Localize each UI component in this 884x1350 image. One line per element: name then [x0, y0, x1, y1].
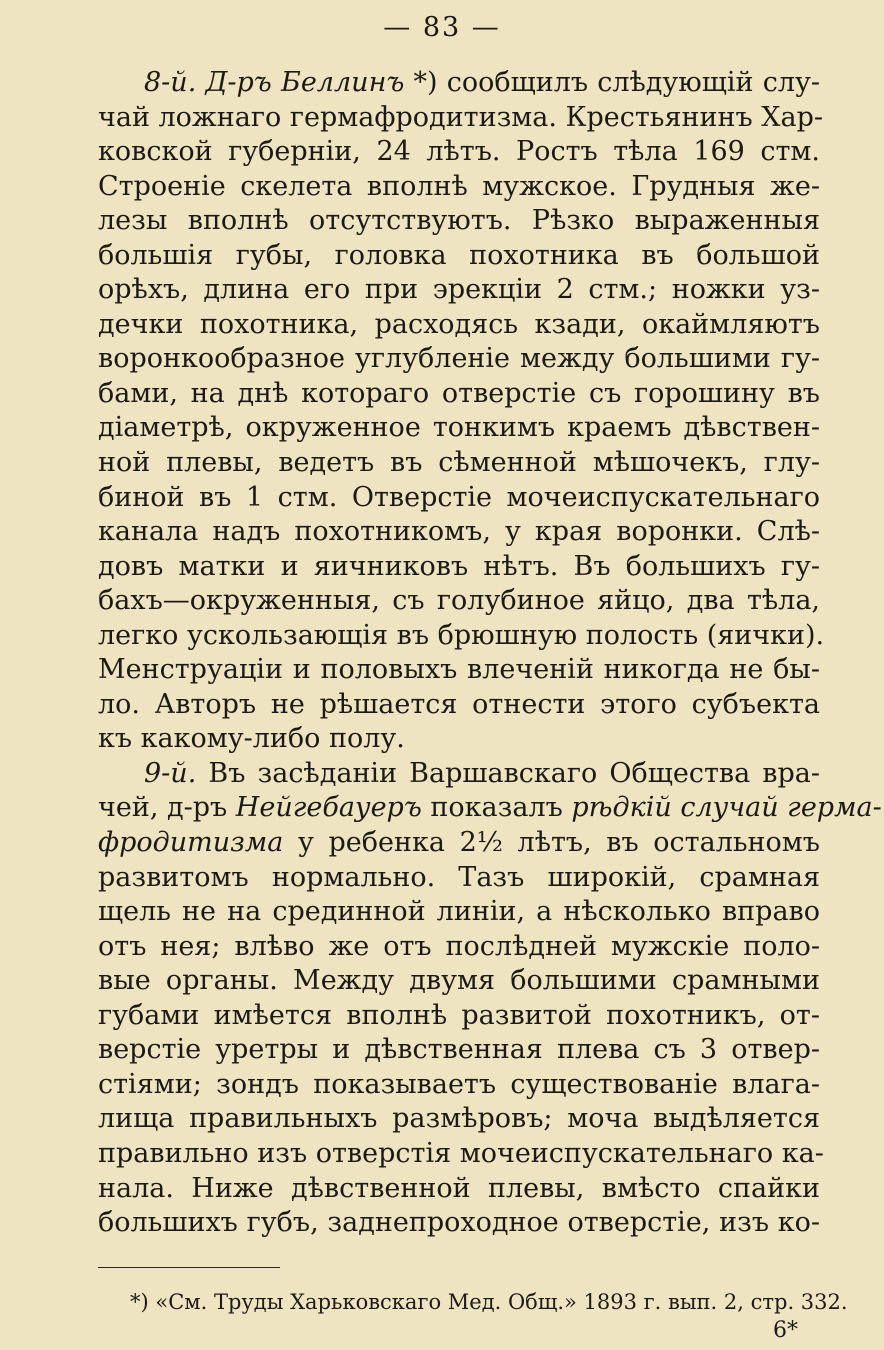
text-segment: Строеніе скелета вполнѣ мужское. Грудныя же-	[98, 170, 820, 202]
text-segment: воронкообразное углубленіе между большими гу-	[98, 343, 820, 375]
text-line	[98, 550, 820, 585]
text-line	[98, 757, 820, 792]
text-line	[98, 342, 820, 377]
text-line	[98, 308, 820, 343]
text-segment: канала надъ похотникомъ, у края воронки. Слѣ-	[98, 516, 820, 548]
text-line	[98, 584, 820, 619]
text-segment: лезы вполнѣ отсутствуютъ. Рѣзко выраженныя	[98, 205, 820, 237]
italic-text: Нейгебауеръ	[235, 792, 422, 824]
text-segment: большихъ губъ, заднепроходное отверстіе, изъ ко-	[98, 1207, 820, 1239]
text-line	[98, 377, 820, 412]
text-line	[98, 101, 823, 136]
footnote: *) «См. Труды Харьковскаго Мед. Общ.» 1893 г. вып. 2, стр. 332.	[130, 1290, 848, 1314]
text-segment: верстіе уретры и дѣвственная плева съ 3 отвер-	[98, 1034, 820, 1066]
italic-text: Д-ръ Беллинъ	[205, 67, 405, 98]
text-line	[98, 239, 820, 274]
text-line	[98, 446, 820, 481]
text-line	[98, 135, 820, 170]
text-segment: чай ложнаго гермафродитизма. Крестьянинъ Хар-	[98, 101, 823, 133]
text-line	[98, 273, 820, 308]
text-segment: развитомъ нормально. Тазъ широкій, срамная	[98, 861, 820, 893]
text-line	[98, 722, 820, 757]
text-segment: вые органы. Между двумя большими срамными	[98, 965, 820, 997]
text-segment: биной въ 1 стм. Отверстіе мочеиспускательнаго	[98, 481, 820, 513]
text-segment: у ребенка 2½ лѣтъ, въ остальномъ	[283, 827, 820, 859]
text-line	[98, 1137, 824, 1172]
text-line	[98, 619, 825, 654]
text-segment: Менструаціи и половыхъ влеченій никогда не бы-	[98, 654, 820, 686]
text-segment: показалъ	[421, 792, 572, 824]
text-line	[98, 1068, 820, 1103]
text-line	[98, 653, 820, 688]
text-line	[98, 204, 820, 239]
italic-text: фродитизма	[98, 827, 284, 859]
text-line	[98, 895, 820, 930]
text-line	[98, 861, 820, 896]
text-segment: діаметрѣ, окруженное тонкимъ краемъ дѣвствен-	[98, 412, 820, 444]
text-line	[98, 411, 820, 446]
text-segment: отъ нея; влѣво же отъ послѣдней мужскіе поло-	[98, 930, 820, 962]
text-line	[98, 964, 820, 999]
text-segment: бами, на днѣ котораго отверстіе съ горошину въ	[98, 377, 820, 409]
text-line	[98, 170, 820, 205]
text-segment: Въ засѣданіи Варшавскаго Общества вра-	[196, 757, 820, 789]
printer-signature: 6*	[773, 1318, 798, 1343]
text-line	[98, 999, 820, 1034]
text-segment: чей, д-ръ	[98, 792, 236, 824]
page-number: — 83 —	[383, 12, 501, 43]
text-segment: нала. Ниже дѣвственной плевы, вмѣсто спайки	[98, 1172, 820, 1204]
text-segment: довъ матки и яичниковъ нѣтъ. Въ большихъ гу-	[98, 550, 820, 582]
text-line	[98, 66, 820, 101]
text-segment: щель не на срединной линіи, а нѣсколько вправо	[98, 896, 820, 928]
text-segment: стіями; зондъ показываетъ существованіе влага-	[98, 1068, 820, 1100]
footnote-rule	[98, 1267, 280, 1268]
text-segment: *) сообщилъ слѣдующій слу-	[404, 67, 820, 98]
text-segment: легко ускользающія въ брюшную полость (яички).	[98, 619, 825, 651]
text-line	[98, 481, 820, 516]
text-segment: бахъ—окруженныя, съ голубиное яйцо, два тѣла,	[98, 585, 820, 617]
text-segment: лища правильныхъ размѣровъ; моча выдѣляется	[98, 1103, 820, 1135]
text-line	[98, 826, 820, 861]
text-segment: ковской губерніи, 24 лѣтъ. Ростъ тѣла 169 стм.	[98, 136, 820, 168]
text-line	[98, 515, 820, 550]
italic-text: рѣдкій случай герма-	[571, 792, 882, 824]
text-line	[98, 1102, 820, 1137]
text-line	[98, 688, 820, 723]
text-segment: дечки похотника, расходясь кзади, окаймляютъ	[98, 308, 820, 340]
text-line	[98, 1033, 820, 1068]
text-segment: губами имѣется вполнѣ развитой похотникъ, от-	[98, 999, 820, 1031]
text-segment: ло. Авторъ не рѣшается отнести этого субъекта	[98, 688, 820, 720]
text-segment: большія губы, головка похотника въ большой	[98, 239, 820, 271]
italic-text: 9-й.	[144, 757, 197, 789]
text-segment: правильно изъ отверстія мочеиспускательнаго ка-	[98, 1137, 824, 1169]
text-segment: ной плевы, ведетъ въ сѣменной мѣшочекъ, глу-	[98, 447, 820, 479]
italic-text: 8-й.	[144, 67, 197, 98]
text-line	[98, 791, 882, 826]
body-text	[98, 66, 882, 1241]
text-segment: къ какому-либо полу.	[98, 723, 405, 755]
text-line	[98, 1206, 820, 1241]
text-line	[98, 930, 820, 965]
text-line	[98, 1172, 820, 1207]
text-segment: орѣхъ, длина его при эрекціи 2 стм.; ножки уз-	[98, 274, 820, 306]
